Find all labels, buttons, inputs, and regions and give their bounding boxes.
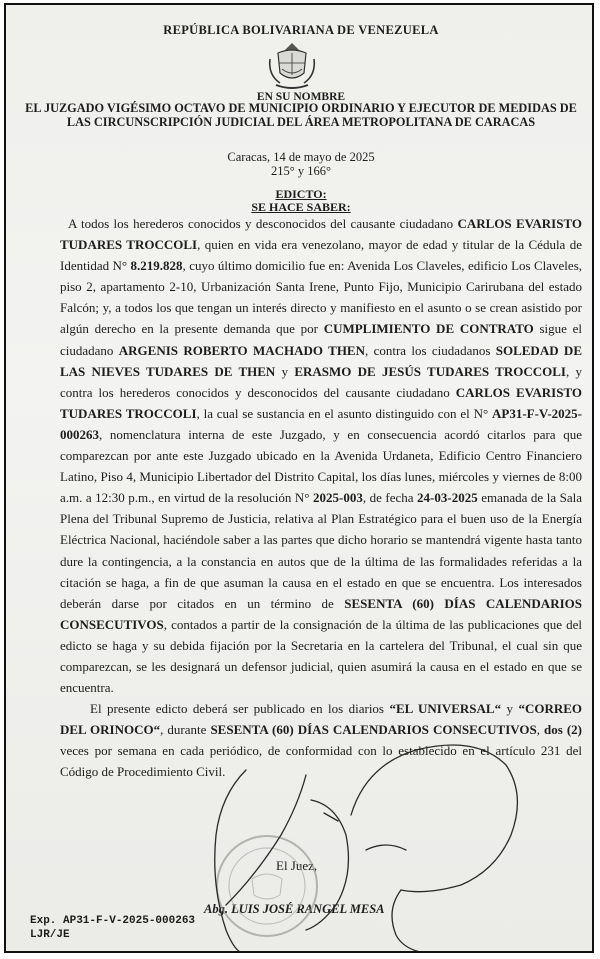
hace-saber-title: SE HACE SABER: <box>251 200 351 214</box>
judge-label: El Juez, <box>276 858 318 873</box>
bold-text-run: SOLEDAD DE LAS NIEVES TUDARES DE THEN <box>60 342 582 379</box>
text-run: , la cual se sustancia en el asunto distinguido con el N° <box>196 405 492 421</box>
text-run: veces por semana en cada periódico, de conformidad con lo establecido en el artículo 231 del Código de Procedimiento Civil. <box>60 743 582 780</box>
text-run: , de fecha <box>362 490 418 506</box>
text-run: y <box>501 701 519 717</box>
judge-name: Abg. LUIS JOSÉ RANGEL MESA <box>204 902 385 916</box>
bold-text-run: “EL UNIVERSAL“ <box>389 701 502 717</box>
text-run: , quien en vida era venezolano, mayor de edad y titular de la Cédula de Identidad N° <box>60 237 582 274</box>
text-run: sigue el ciudadano <box>60 321 582 358</box>
edict-paragraph-1 <box>60 213 582 698</box>
text-run: , nomenclatura interna de este Juzgado, y en consecuencia acordó citarlos para que comparezcan por ante este Juzgado ubicado en la Avenida Urdaneta, Edificio Centro Financiero Latino, Piso 4, Municipio Libertador del Distrito Capital, los días lunes, miércoles y viernes de 8:00 a.m. a 12:30 p.m., en virtud de la resolución N° <box>60 426 582 506</box>
edict-paragraph-2 <box>60 698 582 782</box>
bold-text-run: SESENTA (60) DÍAS CALENDARIOS CONSECUTIVOS <box>210 722 537 738</box>
bold-text-run: CUMPLIMIENTO DE CONTRATO <box>323 321 534 337</box>
text-run: , durante <box>160 722 211 738</box>
city-date: Caracas, 14 de mayo de 2025 <box>227 150 375 164</box>
text-run: , contados a partir de la consignación de la última de las publicaciones que del edicto se haga y su debida fijación por la Secretaria en la cartelera del Tribunal, el cual sin que comparezcan, se les designará un defensor judicial, quien asumirá la causa en el estado en que se encuentra. <box>60 616 582 696</box>
bold-text-run: CARLOS EVARISTO TUDARES TROCCOLI <box>60 384 582 421</box>
bold-text-run: 8.219.828 <box>130 258 183 274</box>
bold-text-run: “CORREO DEL ORINOCO“ <box>60 701 583 738</box>
en-su-nombre-heading: EN SU NOMBRE <box>256 91 346 103</box>
author-initials: LJR/JE <box>30 929 70 941</box>
text-run: , y contra los herederos conocidos y desconocidos del causante ciudadano <box>60 363 582 400</box>
text-run: El presente edicto deberá ser publicado en los diarios <box>90 701 390 717</box>
edicto-title: EDICTO: <box>275 187 327 201</box>
venezuela-coat-of-arms-icon <box>264 39 320 91</box>
bold-text-run: dos (2) <box>544 722 583 738</box>
bold-text-run: SESENTA (60) DÍAS CALENDARIOS CONSECUTIVOS <box>60 595 582 632</box>
text-run: A todos los herederos conocidos y desconocidos del causante ciudadano <box>68 216 458 231</box>
bold-text-run: 24-03-2025 <box>417 490 478 506</box>
document-page <box>4 3 594 953</box>
bold-text-run: ARGENIS ROBERTO MACHADO THEN <box>118 342 365 358</box>
court-heading: EL JUZGADO VIGÉSIMO OCTAVO DE MUNICIPIO ORDINARIO Y EJECUTOR DE MEDIDAS DE LAS CIRCUNSCRIPCIÓN JUDICIAL DEL ÁREA METROPOLITANA DE CARACAS <box>25 101 577 129</box>
bold-text-run: ERASMO DE JESÚS TUDARES TROCCOLI <box>294 363 566 379</box>
text-run: y <box>275 363 295 379</box>
bold-text-run: 2025-003 <box>312 490 363 506</box>
court-seal-stamp <box>212 831 322 941</box>
republic-heading: REPÚBLICA BOLIVARIANA DE VENEZUELA <box>163 23 439 37</box>
edict-body <box>60 213 582 783</box>
bold-text-run: AP31-F-V-2025-000263 <box>60 405 582 442</box>
bold-text-run: CARLOS EVARISTO TUDARES TROCCOLI <box>60 216 582 253</box>
case-file-number: Exp. AP31-F-V-2025-000263 <box>30 915 196 927</box>
text-run: , cuyo último domicilio fue en: Avenida Los Claveles, edificio Los Claveles, piso 2, apartamento 2-10, Urbanización Santa Irene, Punto Fijo, Municipio Carirubana del estado Falcón; y, a todos los que tengan un interés directo y manifiesto en el asunto o se crean asistido por algún derecho en la presente demanda que por <box>60 258 582 337</box>
independence-years: 215° y 166° <box>271 164 331 178</box>
text-run: , <box>536 722 545 738</box>
text-run: emanada de la Sala Plena del Tribunal Supremo de Justicia, relativa al Plan Estratégico para el buen uso de la Energía Eléctrica Nacional, haciéndole saber a las partes que dicho horario se mantendrá vigente hasta tanto dure la contingencia, a la constancia en autos que de la última de las formalidades referidas a la citación se haga, a fin de que asuman la causa en el estado en que se encuentra. Los interesados deberán darse por citados en un término de <box>60 490 582 611</box>
text-run: , contra los ciudadanos <box>365 342 496 358</box>
